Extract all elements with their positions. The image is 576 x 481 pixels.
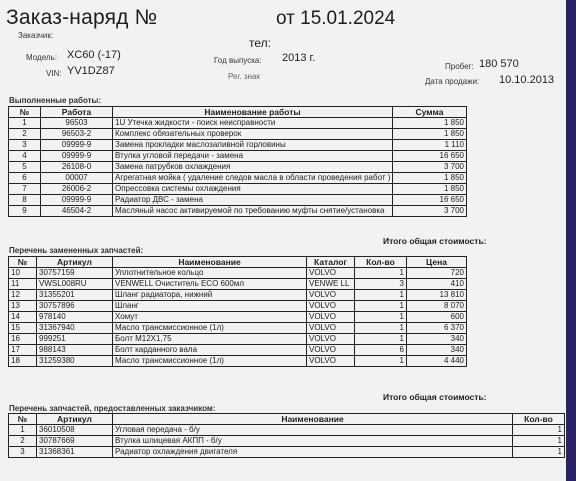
parts-row-price: 4 440 xyxy=(407,356,467,367)
works-row-num: 5 xyxy=(9,162,41,173)
parts-header-qty: Кол-во xyxy=(355,257,407,268)
parts-row-name: Масло трансмиссионное (1л) xyxy=(113,356,307,367)
customer-parts-row-qty: 1 xyxy=(513,436,565,447)
customer-parts-row-name: Радиатор охлаждения двигателя xyxy=(113,447,513,458)
parts-row-num: 15 xyxy=(9,323,37,334)
customer-parts-row xyxy=(9,425,565,436)
parts-row-num: 10 xyxy=(9,268,37,279)
works-row xyxy=(9,173,467,184)
parts-row-num: 17 xyxy=(9,345,37,356)
works-row xyxy=(9,206,467,217)
works-row xyxy=(9,140,467,151)
parts-row-num: 12 xyxy=(9,290,37,301)
works-row-code: 09999-9 xyxy=(41,151,113,162)
works-row-code: 96503 xyxy=(41,118,113,129)
parts-row-qty: 1 xyxy=(355,312,407,323)
mileage-value: 180 570 xyxy=(479,58,519,70)
parts-row-article: VWSL008RU xyxy=(37,279,113,290)
parts-row-article: 31259380 xyxy=(37,356,113,367)
works-row-name: Опрессовка системы охлаждения xyxy=(113,184,393,195)
works-row-name: Комплекс обязательных проверок xyxy=(113,129,393,140)
works-section-title: Выполненные работы: xyxy=(9,96,102,105)
works-row-code: 26006-2 xyxy=(41,184,113,195)
works-row xyxy=(9,151,467,162)
parts-row-catalog: VOLVO xyxy=(307,345,355,356)
parts-row-catalog: VOLVO xyxy=(307,334,355,345)
parts-row xyxy=(9,268,467,279)
parts-row-name: Масло трансмиссионное (1л) xyxy=(113,323,307,334)
works-header-name: Наименование работы xyxy=(113,107,393,118)
customer-parts-row-qty: 1 xyxy=(513,447,565,458)
customer-parts-row-article: 36010508 xyxy=(37,425,113,436)
works-row-num: 3 xyxy=(9,140,41,151)
customer-parts-header-num: № xyxy=(9,414,37,425)
parts-row-article: 999251 xyxy=(37,334,113,345)
parts-row xyxy=(9,323,467,334)
works-row-num: 4 xyxy=(9,151,41,162)
parts-row-price: 13 810 xyxy=(407,290,467,301)
works-row-code: 96503-2 xyxy=(41,129,113,140)
works-row-code: 09999-9 xyxy=(41,195,113,206)
works-row-name: Радиатор ДВС - замена xyxy=(113,195,393,206)
parts-header-row xyxy=(9,257,467,268)
parts-row-article: 30757896 xyxy=(37,301,113,312)
customer-parts-header-article: Артикул xyxy=(37,414,113,425)
sale-date-value: 10.10.2013 xyxy=(499,74,555,86)
vin-value: YV1DZ87 xyxy=(67,65,115,77)
works-row-code: 09999-9 xyxy=(41,140,113,151)
parts-row xyxy=(9,290,467,301)
customer-parts-row-num: 2 xyxy=(9,436,37,447)
parts-row-qty: 1 xyxy=(355,356,407,367)
parts-row-num: 18 xyxy=(9,356,37,367)
parts-header-name: Наименование xyxy=(113,257,307,268)
parts-header-price: Цена xyxy=(407,257,467,268)
document-title: Заказ-наряд № xyxy=(6,6,158,29)
mileage-label: Пробег: xyxy=(445,62,474,71)
customer-parts-row-article: 30787669 xyxy=(37,436,113,447)
parts-row-article: 30757159 xyxy=(37,268,113,279)
works-row-sum: 1 850 xyxy=(393,129,467,140)
parts-row-num: 11 xyxy=(9,279,37,290)
parts-row xyxy=(9,334,467,345)
parts-row xyxy=(9,301,467,312)
customer-parts-row-name: Угловая передача - б/у xyxy=(113,425,513,436)
photo-background-edge xyxy=(566,0,576,481)
parts-row-qty: 1 xyxy=(355,334,407,345)
parts-row-qty: 6 xyxy=(355,345,407,356)
parts-row-qty: 1 xyxy=(355,323,407,334)
works-header-num: № xyxy=(9,107,41,118)
parts-row xyxy=(9,279,467,290)
parts-row-price: 6 370 xyxy=(407,323,467,334)
works-row-sum: 1 850 xyxy=(393,173,467,184)
parts-total-label: Итого общая стоимость: xyxy=(383,392,487,402)
works-row-sum: 3 700 xyxy=(393,162,467,173)
customer-parts-row xyxy=(9,436,565,447)
parts-row-name: Шланг радиатора, нижний xyxy=(113,290,307,301)
parts-row xyxy=(9,356,467,367)
works-row-num: 9 xyxy=(9,206,41,217)
parts-row-num: 14 xyxy=(9,312,37,323)
parts-row-catalog: VOLVO xyxy=(307,290,355,301)
customer-parts-row-article: 31368361 xyxy=(37,447,113,458)
works-row xyxy=(9,184,467,195)
sale-date-label: Дата продажи: xyxy=(425,77,480,86)
parts-row-catalog: VOLVO xyxy=(307,268,355,279)
parts-row-name: Шланг xyxy=(113,301,307,312)
parts-row-name: VENWELL Очиститель ECO 600мл xyxy=(113,279,307,290)
parts-section-title: Перечень замененных запчастей: xyxy=(9,246,144,255)
customer-label: Заказчик: xyxy=(18,31,54,40)
works-row xyxy=(9,118,467,129)
parts-row-price: 340 xyxy=(407,334,467,345)
works-row-code: 00007 xyxy=(41,173,113,184)
works-row-name: Масляный насос активируемой по требованию муфты снятие/установка xyxy=(113,206,393,217)
customer-parts-row-num: 3 xyxy=(9,447,37,458)
works-row-name: Замена прокладки маслозаливной горловины xyxy=(113,140,393,151)
works-row-name: Замена патрубков охлаждения xyxy=(113,162,393,173)
works-header-sum: Сумма xyxy=(393,107,467,118)
parts-header-article: Артикул xyxy=(37,257,113,268)
works-row xyxy=(9,162,467,173)
works-row-sum: 16 650 xyxy=(393,151,467,162)
works-row-sum: 3 700 xyxy=(393,206,467,217)
parts-row-num: 16 xyxy=(9,334,37,345)
parts-row-catalog: VOLVO xyxy=(307,301,355,312)
works-row-name: 1U Утечка жидкости - поиск неисправности xyxy=(113,118,393,129)
works-header-row xyxy=(9,107,467,118)
parts-row-name: Уплотнительное кольцо xyxy=(113,268,307,279)
works-row-sum: 1 850 xyxy=(393,118,467,129)
works-row-num: 8 xyxy=(9,195,41,206)
works-row xyxy=(9,129,467,140)
phone-label: тел: xyxy=(249,36,271,50)
works-row-num: 2 xyxy=(9,129,41,140)
works-row-name: Втулка угловой передачи - замена xyxy=(113,151,393,162)
parts-row-price: 600 xyxy=(407,312,467,323)
parts-row-price: 720 xyxy=(407,268,467,279)
parts-row xyxy=(9,345,467,356)
parts-row-num: 13 xyxy=(9,301,37,312)
parts-row-name: Хомут xyxy=(113,312,307,323)
parts-row xyxy=(9,312,467,323)
customer-parts-row xyxy=(9,447,565,458)
parts-row-catalog: VOLVO xyxy=(307,356,355,367)
customer-parts-table xyxy=(8,413,565,458)
parts-row-article: 31367940 xyxy=(37,323,113,334)
parts-row-catalog: VOLVO xyxy=(307,323,355,334)
year-value: 2013 г. xyxy=(282,52,316,64)
parts-row-qty: 1 xyxy=(355,301,407,312)
parts-row-article: 978140 xyxy=(37,312,113,323)
customer-parts-header-qty: Кол-во xyxy=(513,414,565,425)
parts-row-price: 410 xyxy=(407,279,467,290)
works-row-sum: 1 850 xyxy=(393,184,467,195)
works-row-sum: 16 650 xyxy=(393,195,467,206)
document-date: от 15.01.2024 xyxy=(276,8,396,29)
works-header-code: Работа xyxy=(41,107,113,118)
works-row-code: 26108-0 xyxy=(41,162,113,173)
works-row-num: 7 xyxy=(9,184,41,195)
customer-parts-row-num: 1 xyxy=(9,425,37,436)
customer-parts-row-name: Втулка шлицевая АКПП - б/у xyxy=(113,436,513,447)
model-label: Модель: xyxy=(26,53,57,62)
model-value: XC60 (-17) xyxy=(67,49,121,61)
vin-label: VIN: xyxy=(46,69,62,78)
works-row xyxy=(9,195,467,206)
works-row-num: 1 xyxy=(9,118,41,129)
parts-row-price: 8 070 xyxy=(407,301,467,312)
parts-row-qty: 1 xyxy=(355,268,407,279)
parts-row-qty: 3 xyxy=(355,279,407,290)
parts-header-catalog: Каталог xyxy=(307,257,355,268)
works-row-code: 46504-2 xyxy=(41,206,113,217)
parts-row-name: Болт карданного вала xyxy=(113,345,307,356)
customer-parts-section-title: Перечень запчастей, предоставленных заказчиком: xyxy=(9,404,216,413)
works-row-num: 6 xyxy=(9,173,41,184)
parts-row-name: Болт M12X1,75 xyxy=(113,334,307,345)
customer-parts-header-row xyxy=(9,414,565,425)
customer-parts-header-name: Наименование xyxy=(113,414,513,425)
works-table xyxy=(8,106,467,217)
reg-label: Рег. знак xyxy=(228,72,260,81)
year-label: Год выпуска: xyxy=(214,56,262,65)
parts-table xyxy=(8,256,467,367)
parts-row-article: 31355201 xyxy=(37,290,113,301)
customer-parts-row-qty: 1 xyxy=(513,425,565,436)
parts-row-qty: 1 xyxy=(355,290,407,301)
works-row-name: Агрегатная мойка ( удаление следов масла в области проведения работ ) xyxy=(113,173,393,184)
works-row-sum: 1 110 xyxy=(393,140,467,151)
parts-row-article: 988143 xyxy=(37,345,113,356)
works-total-label: Итого общая стоимость: xyxy=(383,236,487,246)
parts-row-catalog: VOLVO xyxy=(307,312,355,323)
parts-header-num: № xyxy=(9,257,37,268)
parts-row-price: 340 xyxy=(407,345,467,356)
parts-row-catalog: VENWE LL xyxy=(307,279,355,290)
